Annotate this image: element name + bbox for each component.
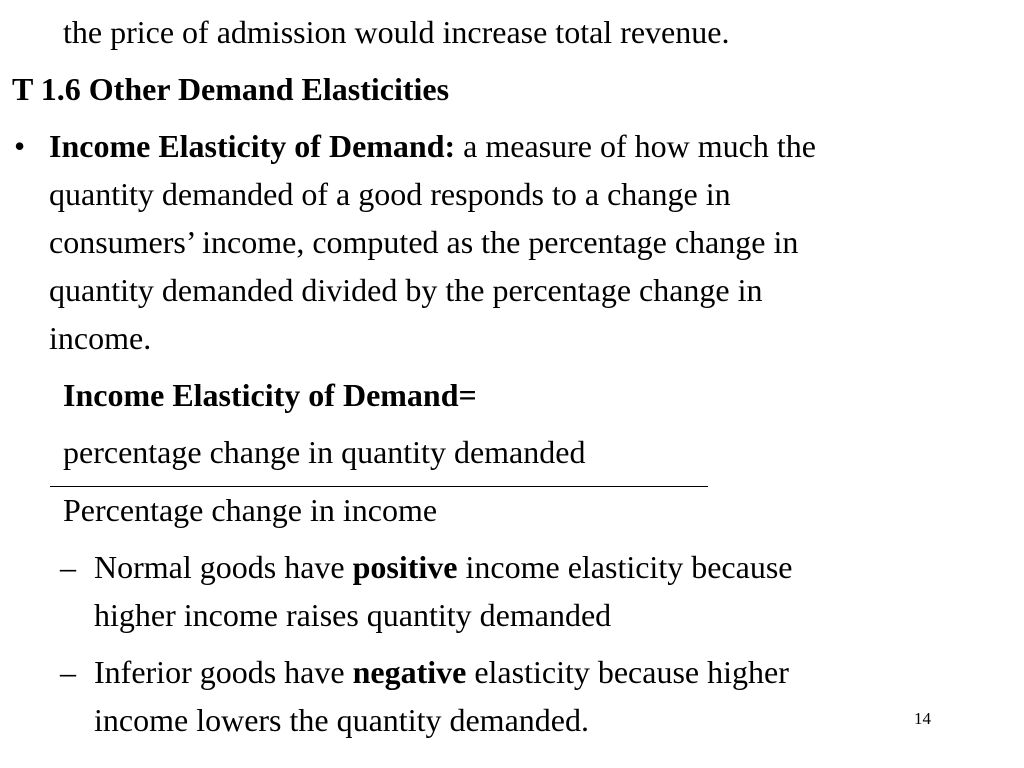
bullet-marker: • xyxy=(14,128,26,164)
sub-bullet-first-line xyxy=(94,648,789,696)
sub-bullet-prefix: Inferior goods have xyxy=(94,654,353,690)
formula-denominator: Percentage change in income xyxy=(63,492,438,528)
sub-bullet-suffix: income elasticity because xyxy=(457,549,793,585)
bullet-term: Income Elasticity of Demand: xyxy=(49,128,456,164)
bullet-definition-line: income. xyxy=(49,320,152,356)
sub-bullet-continuation: higher income raises quantity demanded xyxy=(94,597,612,633)
slide-number: 14 xyxy=(914,709,931,728)
sub-bullet-suffix: elasticity because higher xyxy=(466,654,789,690)
sub-bullet-emphasis: negative xyxy=(352,654,467,690)
formula-label: Income Elasticity of Demand= xyxy=(63,377,477,413)
sub-bullet-first-line xyxy=(94,543,792,591)
formula-numerator: percentage change in quantity demanded xyxy=(63,434,586,470)
bullet-definition-line: quantity demanded divided by the percentage change in xyxy=(49,272,763,308)
sub-bullet-prefix: Normal goods have xyxy=(94,549,353,585)
bullet-first-line xyxy=(49,122,816,170)
dash-marker: – xyxy=(60,654,76,690)
bullet-definition-start: a measure of how much the xyxy=(455,128,816,164)
section-title: T 1.6 Other Demand Elasticities xyxy=(12,71,450,107)
bullet-definition-line: quantity demanded of a good responds to a change in xyxy=(49,176,731,212)
dash-marker: – xyxy=(60,549,76,585)
sub-bullet-continuation: income lowers the quantity demanded. xyxy=(94,702,589,738)
sub-bullet-emphasis: positive xyxy=(352,549,458,585)
bullet-definition-line: consumers’ income, computed as the percentage change in xyxy=(49,224,799,260)
carryover-text-line: the price of admission would increase total revenue. xyxy=(63,14,730,50)
